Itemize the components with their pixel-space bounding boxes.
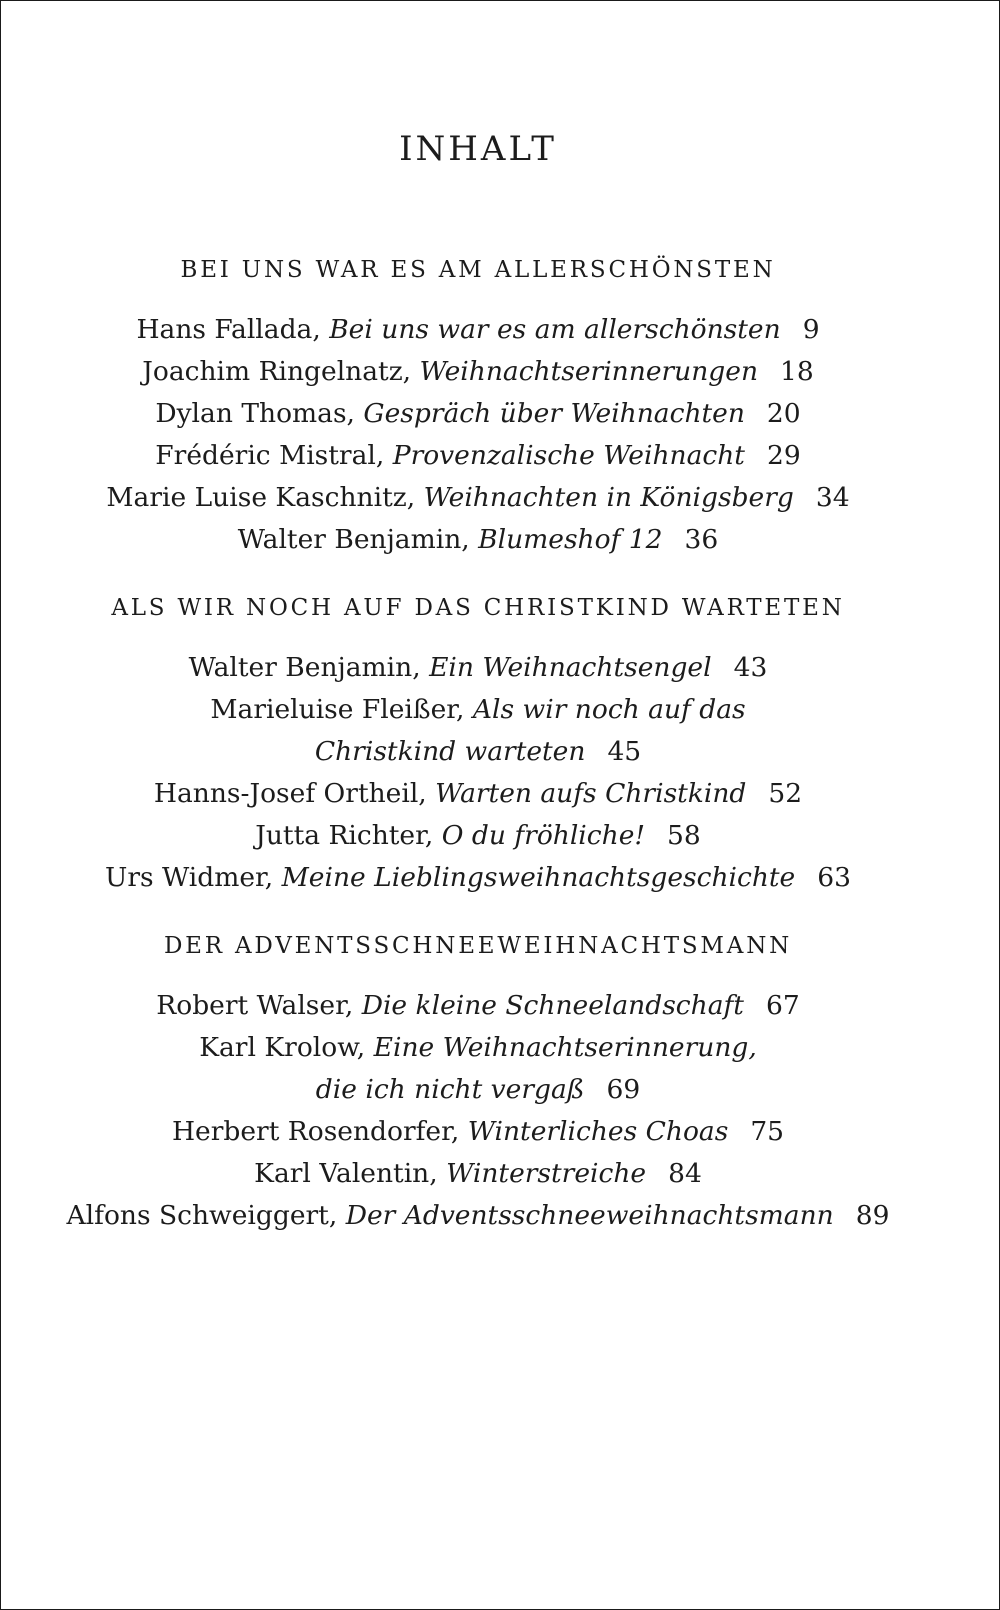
entry-author: Walter Benjamin, [237, 524, 470, 555]
entry-work: Bei uns war es am allerschönsten [329, 314, 781, 345]
toc-entry [1, 1027, 955, 1069]
entry-author: Jutta Richter, [255, 820, 434, 851]
entry-work: Provenzalische Weihnacht [392, 440, 745, 471]
entry-page: 36 [684, 524, 719, 555]
entry-work: Meine Lieblingsweihnachtsgeschichte [281, 862, 796, 893]
section-heading: ALS WIR NOCH AUF DAS CHRISTKIND WARTETEN [111, 595, 845, 621]
entry-work: O du fröhliche! [441, 820, 646, 851]
section-entries [1, 309, 955, 561]
toc-entry [1, 815, 955, 857]
section-entries [1, 985, 955, 1237]
entry-author: Karl Krolow, [199, 1032, 366, 1063]
entry-author: Frédéric Mistral, [155, 440, 385, 471]
entry-work: Der Adventsschneeweihnachtsmann [345, 1200, 834, 1231]
toc-entry [1, 1195, 955, 1237]
entry-page: 20 [766, 398, 801, 429]
entry-author: Karl Valentin, [254, 1158, 438, 1189]
entry-author: Herbert Rosendorfer, [171, 1116, 460, 1147]
section-heading: BEI UNS WAR ES AM ALLERSCHÖNSTEN [180, 257, 776, 283]
entry-author: Hanns-Josef Ortheil, [153, 778, 427, 809]
toc-entry [1, 647, 955, 689]
entry-author: Urs Widmer, [105, 862, 274, 893]
entry-author: Marie Luise Kaschnitz, [106, 482, 416, 513]
entry-page: 75 [750, 1116, 785, 1147]
entry-page: 45 [607, 736, 642, 767]
entry-work: Weihnachten in Königsberg [423, 482, 794, 513]
section-heading: DER ADVENTSSCHNEEWEIHNACHTSMANN [163, 933, 793, 959]
entry-author: Dylan Thomas, [155, 398, 355, 429]
toc-entry [1, 689, 955, 731]
entry-work: Ein Weihnachtsengel [429, 652, 712, 683]
toc-entry [1, 435, 955, 477]
entry-work-continued: Christkind warteten [314, 736, 586, 767]
toc-entry [1, 519, 955, 561]
entry-work: Winterliches Choas [467, 1116, 729, 1147]
toc-entry [1, 773, 955, 815]
entry-page: 18 [780, 356, 814, 387]
entry-page: 67 [765, 990, 800, 1021]
entry-author: Robert Walser, [156, 990, 354, 1021]
toc-heading: INHALT [399, 129, 557, 169]
entry-work-continued: die ich nicht vergaß [315, 1074, 585, 1105]
entry-author: Marieluise Fleißer, [210, 694, 465, 725]
entry-page: 89 [855, 1200, 890, 1231]
entry-work: Die kleine Schneelandschaft [361, 990, 744, 1021]
entry-work: Gespräch über Weihnachten [363, 398, 745, 429]
entry-author: Hans Fallada, [136, 314, 321, 345]
entry-work: Als wir noch auf das [472, 694, 746, 725]
entry-page: 58 [667, 820, 701, 851]
toc-entry [1, 351, 955, 393]
toc-entry [1, 1111, 955, 1153]
entry-page: 63 [817, 862, 851, 893]
entry-work: Winterstreiche [446, 1158, 647, 1189]
entry-page: 29 [766, 440, 801, 471]
entry-author: Joachim Ringelnatz, [142, 356, 412, 387]
entry-page: 9 [802, 314, 820, 345]
toc-entry [1, 393, 955, 435]
entry-page: 69 [606, 1074, 641, 1105]
entry-work: Blumeshof 12 [478, 524, 663, 555]
toc-entry [1, 477, 955, 519]
entry-page: 34 [815, 482, 850, 513]
entry-work: Warten aufs Christkind [435, 778, 747, 809]
toc-entry-continuation [1, 1069, 955, 1111]
entry-page: 84 [668, 1158, 702, 1189]
toc-entry [1, 309, 955, 351]
toc-entry [1, 857, 955, 899]
entry-page: 52 [768, 778, 803, 809]
entry-author: Alfons Schweiggert, [66, 1200, 338, 1231]
toc-entry-continuation [1, 731, 955, 773]
entry-author: Walter Benjamin, [188, 652, 421, 683]
entry-work: Eine Weihnachtserinnerung, [373, 1032, 757, 1063]
section-entries [1, 647, 955, 899]
entry-page: 43 [733, 652, 768, 683]
entry-work: Weihnachtserinnerungen [419, 356, 759, 387]
toc-entry [1, 1153, 955, 1195]
toc-entry [1, 985, 955, 1027]
